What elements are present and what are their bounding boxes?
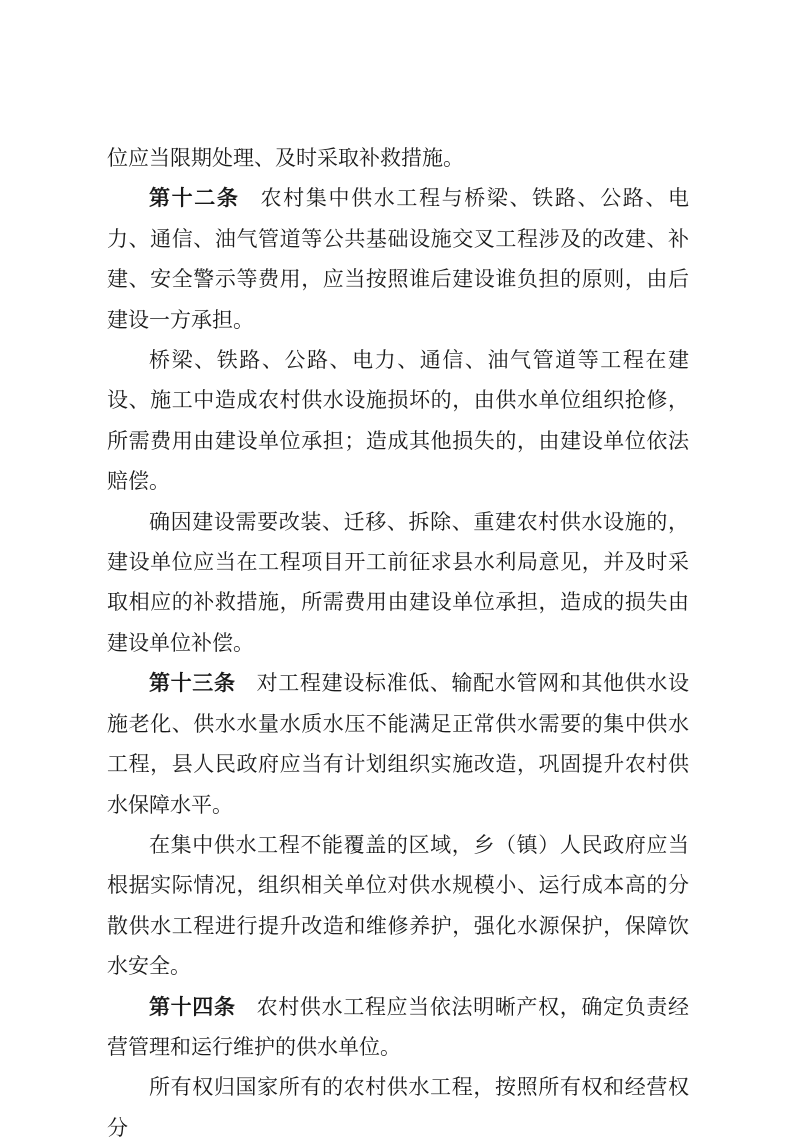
paragraph-text: 农村集中供水工程与桥梁、铁路、公路、电力、通信、油气管道等公共基础设施交叉工程涉及的改建、补建、安全警示等费用，应当按照谁后建设谁负担的原则，由后建设一方承担。: [107, 186, 689, 332]
article-number: 第十二条: [149, 186, 240, 211]
paragraph: [107, 340, 689, 502]
paragraph-text: 农村供水工程应当依法明晰产权，确定负责经营管理和运行维护的供水单位。: [107, 994, 689, 1059]
paragraph-text: 位应当限期处理、及时采取补救措施。: [107, 146, 464, 170]
paragraph-text: 所有权归国家所有的农村供水工程，按照所有权和经营权分: [107, 1075, 689, 1140]
paragraph-text: 确因建设需要改装、迁移、拆除、重建农村供水设施的，建设单位应当在工程项目开工前征求县水利局意见，并及时采取相应的补救措施，所需费用由建设单位承担，造成的损失由建设单位补偿。: [107, 509, 689, 655]
paragraph-text: 桥梁、铁路、公路、电力、通信、油气管道等工程在建设、施工中造成农村供水设施损坏的，由供水单位组织抢修，所需费用由建设单位承担；造成其他损失的，由建设单位依法赔偿。: [107, 348, 689, 494]
paragraph-text: 在集中供水工程不能覆盖的区域，乡（镇）人民政府应当根据实际情况，组织相关单位对供水规模小、运行成本高的分散供水工程进行提升改造和维修养护，强化水源保护，保障饮水安全。: [107, 832, 689, 979]
paragraph: [107, 138, 689, 178]
paragraph: [107, 825, 689, 987]
document-body: [107, 138, 689, 1148]
paragraph-article-14: [107, 987, 689, 1068]
article-number: 第十四条: [149, 994, 236, 1019]
paragraph-article-13: [107, 663, 689, 825]
paragraph: [107, 1067, 689, 1148]
paragraph-text: 对工程建设标准低、输配水管网和其他供水设施老化、供水水量水质水压不能满足正常供水需要的集中供水工程，县人民政府应当有计划组织实施改造，巩固提升农村供水保障水平。: [107, 671, 689, 817]
paragraph: [107, 502, 689, 664]
paragraph-article-12: [107, 178, 689, 340]
article-number: 第十三条: [149, 671, 236, 696]
